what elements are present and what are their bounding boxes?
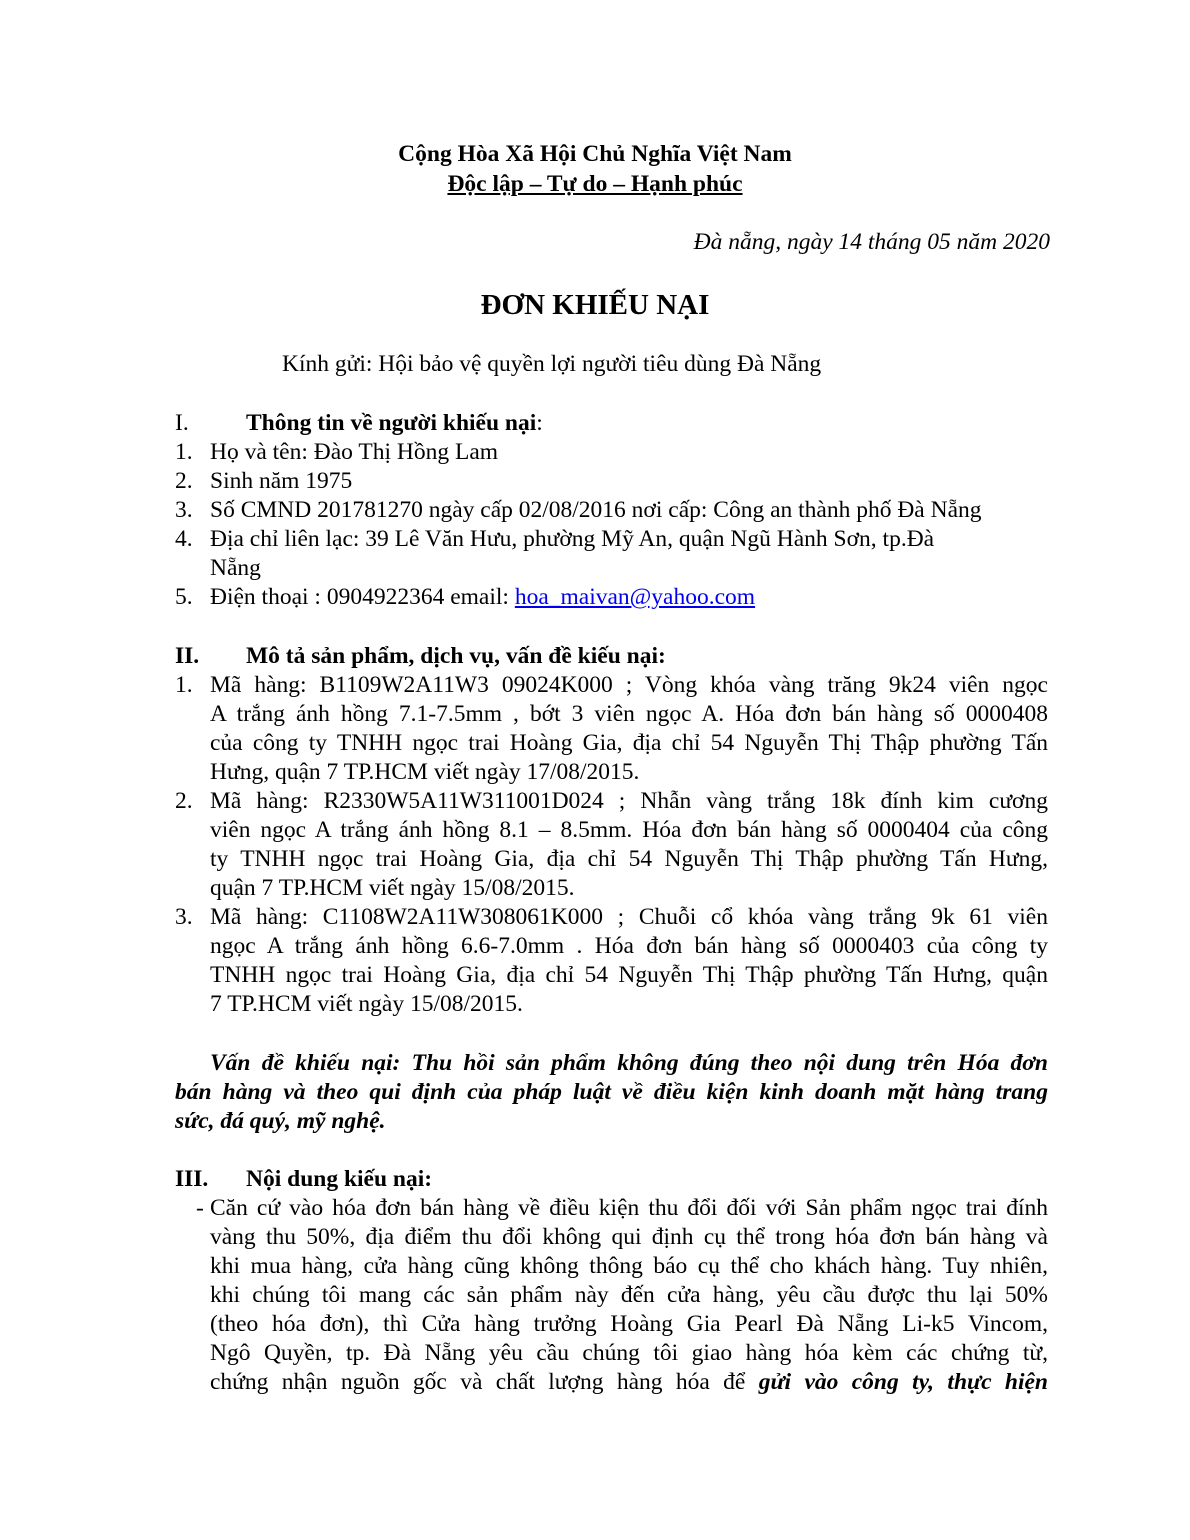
paragraph-line: chứng nhận nguồn gốc và chất lượng hàng hóa để gửi vào công ty, thực hiện [210,1369,1048,1395]
list-item-line: quận 7 TP.HCM viết ngày 15/08/2015. [210,875,575,901]
complaint-issue-line: sức, đá quý, mỹ nghệ. [175,1108,386,1134]
list-item: Số CMND 201781270 ngày cấp 02/08/2016 nơi cấp: Công an thành phố Đà Nẵng [210,497,982,523]
national-motto: Độc lập – Tự do – Hạnh phúc [447,171,743,197]
email-link[interactable]: hoa_maivan@yahoo.com [514,584,756,610]
list-item-line: TNHH ngọc trai Hoàng Gia, địa chỉ 54 Nguyễn Thị Thập phường Tấn Hưng, quận [210,962,1048,988]
list-item-line: Hưng, quận 7 TP.HCM viết ngày 17/08/2015. [210,759,640,785]
list-item-continuation: Nẵng [210,555,261,581]
list-item-line: của công ty TNHH ngọc trai Hoàng Gia, địa chỉ 54 Nguyễn Thị Thập phường Tấn [210,730,1048,756]
date-line: Đà nẵng, ngày 14 tháng 05 năm 2020 [693,229,1050,255]
list-item-line: viên ngọc A trắng ánh hồng 8.1 – 8.5mm. Hóa đơn bán hàng số 0000404 của công [210,817,1048,843]
complaint-issue-line: bán hàng và theo qui định của pháp luật về điều kiện kinh doanh mặt hàng trang [175,1079,1048,1105]
list-number: 1. [175,672,193,698]
list-number: 3. [175,497,193,523]
bullet-dash: - [196,1195,204,1221]
paragraph-line: vàng thu 50%, địa điểm thu đổi không qui định cụ thể trong hóa đơn bán hàng và [210,1224,1048,1250]
complaint-issue: Vấn đề khiếu nại: Thu hồi sản phẩm không đúng theo nội dung trên Hóa đơn [210,1050,1048,1076]
list-item-line: 7 TP.HCM viết ngày 15/08/2015. [210,991,523,1017]
list-item: Sinh năm 1975 [210,468,353,494]
recipient-line: Kính gửi: Hội bảo vệ quyền lợi người tiêu dùng Đà Nẵng [282,351,822,377]
paragraph-line: khi chúng tôi mang các sản phẩm này đến cửa hàng, yêu cầu được thu lại 50% [210,1282,1048,1308]
list-item: Địa chỉ liên lạc: 39 Lê Văn Hưu, phường Mỹ An, quận Ngũ Hành Sơn, tp.Đà [210,526,935,552]
section2-heading: Mô tả sản phẩm, dịch vụ, vấn đề kiếu nại: [246,643,666,669]
section2-numeral: II. [175,643,200,669]
section3-heading: Nội dung kiếu nại: [246,1166,433,1192]
section3-numeral: III. [175,1166,209,1192]
document-title: ĐƠN KHIẾU NẠI [480,289,710,321]
list-number: 2. [175,468,193,494]
list-item: Điện thoại : 0904922364 email: hoa_maivan@yahoo.com [210,584,756,610]
paragraph-line: Căn cứ vào hóa đơn bán hàng về điều kiện thu đổi đối với Sản phẩm ngọc trai đính [210,1195,1048,1221]
list-item-line: ngọc A trắng ánh hồng 6.6-7.0mm . Hóa đơn bán hàng số 0000403 của công ty [210,933,1048,959]
paragraph-line: (theo hóa đơn), thì Cửa hàng trưởng Hoàng Gia Pearl Đà Nẵng Li-k5 Vincom, [210,1311,1048,1337]
paragraph-line: khi mua hàng, cửa hàng cũng không thông báo cụ thể cho khách hàng. Tuy nhiên, [210,1253,1048,1279]
list-item-line: ty TNHH ngọc trai Hoàng Gia, địa chỉ 54 Nguyễn Thị Thập phường Tấn Hưng, [210,846,1048,872]
list-number: 1. [175,439,193,465]
list-number: 2. [175,788,193,814]
section1-numeral: I. [175,410,189,436]
list-item-line: A trắng ánh hồng 7.1-7.5mm , bớt 3 viên ngọc A. Hóa đơn bán hàng số 0000408 [210,701,1048,727]
list-item: Họ và tên: Đào Thị Hồng Lam [210,439,499,465]
list-item: Mã hàng: R2330W5A11W311001D024 ; Nhẫn vàng trắng 18k đính kim cương [210,788,1048,814]
section1-heading: Thông tin về người khiếu nại: [246,410,543,436]
paragraph-line: Ngô Quyền, tp. Đà Nẵng yêu cầu chúng tôi giao hàng hóa kèm các chứng từ, [210,1340,1048,1366]
list-number: 3. [175,904,193,930]
list-item: Mã hàng: B1109W2A11W3 09024K000 ; Vòng khóa vàng trăng 9k24 viên ngọc [210,672,1048,698]
list-number: 4. [175,526,193,552]
list-number: 5. [175,584,193,610]
country-name: Cộng Hòa Xã Hội Chủ Nghĩa Việt Nam [398,141,792,167]
list-item: Mã hàng: C1108W2A11W308061K000 ; Chuỗi cổ khóa vàng trắng 9k 61 viên [210,904,1048,930]
